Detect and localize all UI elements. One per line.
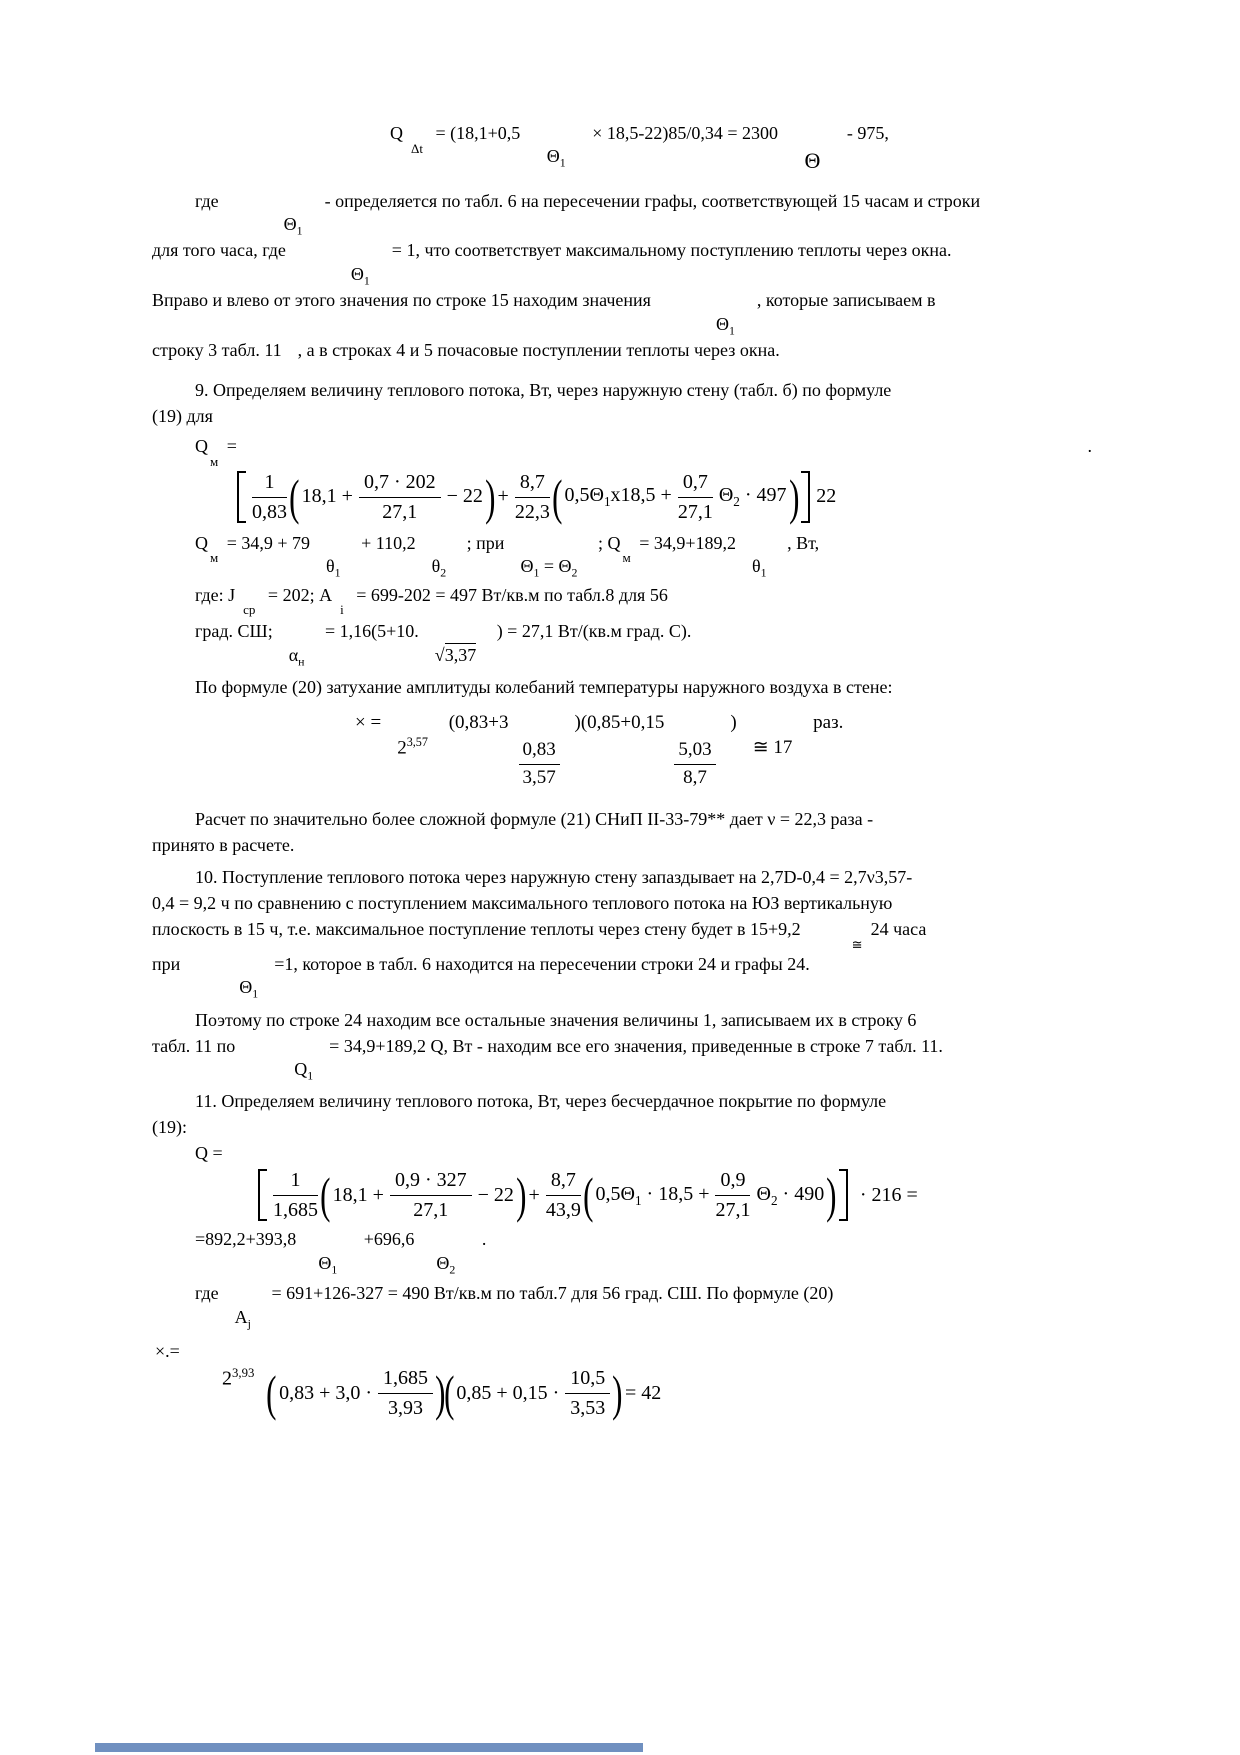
fraction [565, 1366, 610, 1420]
right-square-bracket [839, 1169, 848, 1221]
text-run: 0,5Θ [595, 1182, 635, 1205]
theta-glyph: θ [326, 556, 335, 577]
paragraph-wall-values-2 [195, 618, 1092, 668]
theta-2-symbol [432, 557, 447, 579]
text-run: )(0,85+0,15 [574, 712, 665, 734]
text-run: · 18,5 + [646, 1182, 710, 1205]
approx-symbol [809, 938, 863, 951]
text-run: строку 3 табл. 11 [152, 340, 282, 361]
big-right-paren: ) [485, 468, 496, 525]
big-right-paren: ) [788, 468, 800, 525]
power-term [222, 1366, 254, 1391]
denominator: 0,83 [252, 500, 287, 523]
numerator: 0,7 [678, 470, 713, 498]
theta-glyph: Θ [715, 313, 729, 334]
fraction [378, 1366, 433, 1420]
theta-term [564, 484, 671, 509]
q-symbol: ; Q [597, 532, 621, 553]
text-run: = (18,1+0,5 [435, 123, 521, 143]
text-run: 10. Поступление теплового потока через наружную стену запаздывает на 2,7D-0,4 = 2,7ν3,57- [195, 867, 913, 888]
fraction [519, 739, 560, 790]
theta-1-symbol [752, 557, 767, 579]
text-run: = 42 [624, 1381, 662, 1404]
fraction [359, 470, 441, 524]
theta-subscript: 1 [252, 986, 259, 1001]
theta-term [719, 484, 787, 509]
plus-sign: + [528, 1183, 540, 1206]
theta-glyph: Θ [546, 146, 560, 167]
fraction [674, 739, 715, 790]
text-run: (19): [152, 1117, 187, 1138]
end-period: . [481, 1229, 487, 1250]
text-run: (19) для [152, 406, 213, 427]
equation-attenuation2-header [155, 1338, 1092, 1364]
denominator: 27,1 [382, 500, 418, 523]
theta-subscript: 1 [331, 1262, 338, 1277]
text-run: 11. Определяем величину теплового потока, Вт, через бесчердачное покрытие по формуле [195, 1091, 887, 1112]
text-run: + 110,2 [361, 532, 416, 553]
theta-glyph: Θ [318, 1252, 332, 1273]
text-run: = 1,16(5+10. [325, 621, 419, 642]
theta-glyph: θ [752, 556, 761, 577]
text-run: Поэтому по строке 24 находим все остальные значения величины 1, записываем их в строку 6 [195, 1009, 917, 1030]
end-period: . [1087, 436, 1092, 457]
paragraph-wall-values-1 [195, 582, 1092, 617]
denominator: 27,1 [715, 1199, 751, 1222]
text-run: м [210, 550, 219, 566]
big-right-paren: ) [516, 1167, 527, 1224]
text-run: раз. [813, 712, 844, 734]
text-run: 0,83 + 3,0 · [279, 1381, 373, 1404]
text-run: Расчет по значительно более сложной формуле (21) СНиП II-33-79** дает ν = 22,3 раза - [195, 809, 874, 830]
text-run: ≅ [851, 936, 863, 952]
fraction [273, 1168, 318, 1222]
paragraph-item-9 [152, 377, 1092, 429]
text-run: 0,5Θ [564, 484, 604, 507]
q-symbol: Q [294, 1058, 308, 1079]
base: 2 [222, 1367, 232, 1390]
radicand: 3,37 [444, 644, 477, 665]
big-right-paren: ) [435, 1365, 446, 1422]
paragraph-item-11 [152, 1088, 1092, 1140]
denominator: 22,3 [514, 500, 550, 523]
text-run: × 18,5-22)85/0,34 = 2300 [592, 123, 779, 143]
left-square-bracket [237, 471, 246, 523]
paragraph-roof-values [195, 1280, 1092, 1330]
right-square-bracket [801, 471, 810, 523]
numerator: 8,7 [515, 470, 550, 498]
equation-row [222, 1366, 661, 1420]
text-run: = 1, что соответствует максимальному поступлению теплоты через окна. [391, 240, 952, 261]
big-left-paren: ( [320, 1167, 331, 1224]
q-symbol: Q [195, 436, 208, 457]
fraction [546, 1168, 581, 1222]
text-run: град. СШ; [195, 621, 273, 642]
text-run: 24 часа [870, 919, 927, 940]
power-term [397, 736, 428, 757]
q1-symbol [251, 1060, 313, 1082]
text-run: - определяется по табл. 6 на пересечении графы, соответствующей 15 часам и строки [324, 190, 981, 211]
m-subscript [210, 455, 218, 468]
qm-lhs [195, 433, 237, 468]
sr-subscript [243, 603, 255, 616]
text-run: 0,85 + 0,15 · [456, 1381, 560, 1404]
fraction [715, 1168, 750, 1222]
text-run: +696,6 [363, 1229, 415, 1250]
paragraph-formula-20 [152, 674, 1092, 700]
text-run: = 34,9+189,2 Q, Вт - находим все его значения, приведенные в строке 7 табл. 11. [329, 1035, 943, 1056]
big-left-paren: ( [551, 468, 563, 525]
numerator: 1,685 [378, 1366, 433, 1394]
numerator: 1 [252, 470, 287, 498]
text-run: 9. Определяем величину теплового потока, Вт, через наружную стену (табл. б) по формуле [195, 380, 892, 401]
a-glyph: А [234, 1306, 248, 1327]
text-run: Вправо и влево от этого значения по строке 15 находим значения [152, 290, 651, 311]
fraction [678, 470, 713, 524]
theta-1-symbol [318, 1254, 337, 1276]
left-square-bracket [258, 1169, 267, 1221]
theta-glyph: Θ [436, 1252, 450, 1273]
text-run: где: J [195, 584, 236, 605]
text-run: ; при [466, 532, 505, 553]
theta-glyph: Θ [520, 556, 534, 577]
equation-roof-flux [258, 1168, 1092, 1222]
q-subscript: 1 [307, 1068, 314, 1083]
equation-qm-header [195, 433, 1092, 468]
text-run: м [210, 453, 219, 469]
theta-1-symbol [241, 215, 303, 237]
big-left-paren: ( [266, 1365, 277, 1422]
square-root-term [435, 646, 476, 664]
numerator: 8,7 [546, 1168, 581, 1196]
theta-subscript: 1 [603, 494, 611, 510]
a-j-symbol [235, 1308, 251, 1330]
text-run: м [622, 550, 631, 566]
exponent: 3,57 [406, 734, 428, 749]
m-subscript [210, 551, 218, 564]
equation-window-heat [390, 120, 1092, 172]
text-run: = 699-202 = 497 Вт/кв.м по табл.8 для 56 [356, 584, 668, 605]
alpha-glyph: α [288, 644, 299, 665]
denominator: 3,93 [388, 1397, 424, 1420]
theta-subscript: 1 [634, 1192, 642, 1208]
text-run: , Вт, [787, 532, 820, 553]
text-run: табл. 11 по [152, 1035, 236, 1056]
numerator: 0,83 [519, 739, 560, 765]
m-subscript [622, 551, 630, 564]
denominator: 43,9 [545, 1199, 581, 1222]
base: 2 [397, 736, 407, 758]
text-run: 18,1 + [332, 1183, 384, 1206]
paragraph-poetomu [152, 1007, 1092, 1083]
text-run: ×.= [155, 1341, 180, 1362]
text-run: x18,5 + [610, 484, 672, 507]
text-run: = 691+126-327 = 490 Вт/кв.м по табл.7 для 56 град. СШ. По формуле (20) [271, 1283, 834, 1304]
text-run: ) = 27,1 Вт/(кв.м град. С). [496, 621, 692, 642]
theta-subscript: 1 [533, 565, 540, 580]
text-run: (0,83+3 [448, 712, 509, 734]
exponent: 3,93 [232, 1366, 255, 1381]
denominator: 1,685 [273, 1199, 318, 1222]
theta-1-symbol [308, 265, 370, 287]
text-run: · 216 = [859, 1183, 918, 1206]
text-run: где [195, 190, 219, 211]
theta-glyph: Θ [283, 213, 297, 234]
text-run: =892,2+393,8 [195, 1229, 297, 1250]
text-run: плоскость в 15 ч, т.е. максимальное поступление теплоты через стену будет в 15+9,2 [152, 919, 801, 940]
theta-symbol [804, 147, 821, 173]
denominator: 27,1 [677, 500, 713, 523]
text-run: = 202; А [267, 584, 333, 605]
equation-attenuation2 [222, 1366, 1092, 1420]
theta-1-symbol [547, 147, 566, 169]
a-subscript: j [247, 1316, 251, 1331]
equation-attenuation [355, 712, 1092, 790]
equation-wall-flux [237, 470, 1092, 524]
delta-t-subscript [411, 142, 423, 155]
text-run: = 34,9+189,2 [639, 532, 737, 553]
theta-term [595, 1183, 709, 1208]
numerator: 10,5 [565, 1366, 610, 1394]
text-run: i [340, 602, 344, 618]
equation-q-header [195, 1140, 1092, 1166]
theta-subscript: 2 [770, 1192, 778, 1208]
theta-term [756, 1183, 824, 1208]
numerator: 1 [273, 1168, 318, 1196]
equation-qm-expanded [195, 530, 1092, 580]
equals-sign: = [226, 436, 237, 457]
theta-glyph: Θ [804, 147, 821, 173]
table-top-edge-bar [95, 1743, 643, 1752]
plus-sign: + [497, 485, 509, 508]
text-run: · 497 [744, 484, 787, 507]
text-run: где [195, 1283, 219, 1304]
theta-subscript: 1 [334, 565, 341, 580]
theta-2-symbol [436, 1254, 455, 1276]
text-run: 22 [816, 485, 837, 508]
theta-glyph: Θ [756, 1182, 771, 1205]
theta-equality [520, 557, 577, 579]
text-run: для того часа, где [152, 240, 286, 261]
text-run: , а в строках 4 и 5 почасовые поступлении теплоты через окна. [297, 340, 780, 361]
denominator: 3,57 [522, 767, 556, 789]
big-right-paren: ) [826, 1167, 837, 1224]
theta-subscript: 1 [728, 323, 735, 338]
theta-glyph: Θ [239, 977, 253, 998]
theta-subscript: 2 [440, 565, 447, 580]
theta-subscript: 2 [449, 1262, 456, 1277]
q-symbol: Q [390, 123, 403, 143]
big-left-paren: ( [443, 1365, 455, 1422]
fraction [390, 1168, 472, 1222]
big-left-paren: ( [582, 1167, 594, 1224]
numerator: 0,9 [715, 1168, 750, 1196]
theta-subscript: 1 [559, 155, 566, 170]
text-run: - 975, [846, 123, 889, 143]
theta-1-symbol [673, 315, 735, 337]
alpha-subscript: н [298, 654, 305, 669]
text-run: 0,4 = 9,2 ч по сравнению с поступлением максимального теплового потока на ЮЗ вертикальную [152, 893, 893, 914]
theta-subscript: 1 [760, 565, 767, 580]
text-run: × = [355, 712, 382, 734]
q-symbol: Q [195, 532, 208, 553]
text-run: − 22 [446, 485, 483, 508]
text-run: = 34,9 + 79 [226, 532, 311, 553]
fraction [252, 470, 287, 524]
theta-subscript: 1 [363, 273, 370, 288]
i-subscript [340, 603, 344, 616]
alpha-n-symbol [289, 646, 305, 668]
numerator: 0,7 · 202 [359, 470, 441, 498]
theta-glyph: θ [431, 556, 441, 577]
text-run: =1, которое в табл. 6 находится на пересечении строки 24 и графы 24. [274, 953, 810, 974]
text-run: = Θ [543, 556, 572, 577]
denominator: 8,7 [683, 767, 707, 789]
text-run: ср [243, 602, 256, 618]
text-run: Δt [411, 140, 423, 156]
text-run: , которые записываем в [756, 290, 936, 311]
text-run: − 22 [477, 1183, 514, 1206]
text-run: ≅ 17 [752, 736, 793, 758]
text-run: По формуле (20) затухание амплитуды колебаний температуры наружного воздуха в стене: [195, 677, 893, 698]
theta-subscript: 1 [296, 223, 303, 238]
text-run: · 490 [782, 1182, 825, 1205]
theta-subscript: 2 [733, 494, 740, 510]
numerator: 5,03 [674, 739, 715, 765]
equation-row [258, 1168, 918, 1222]
text-run: принято в расчете. [152, 835, 295, 856]
theta-glyph: Θ [718, 484, 734, 507]
approx-17 [753, 738, 793, 757]
equation-roof-expanded [195, 1226, 1092, 1276]
equation-row [237, 470, 836, 524]
theta-1-symbol [196, 978, 258, 1000]
theta-subscript: 2 [571, 565, 578, 580]
theta-glyph: Θ [350, 263, 364, 284]
numerator: 0,9 · 327 [390, 1168, 472, 1196]
text-run: Q = [195, 1143, 223, 1164]
denominator: 3,53 [570, 1397, 606, 1420]
theta-1-symbol [326, 557, 341, 579]
big-left-paren: ( [289, 468, 300, 525]
denominator: 27,1 [413, 1199, 449, 1222]
big-right-paren: ) [612, 1365, 623, 1422]
paragraph-snip [152, 806, 1092, 858]
text-run: при [152, 953, 181, 974]
text-run: ) [730, 712, 737, 734]
paragraph-item-10 [152, 864, 1092, 1001]
text-run: 18,1 + [301, 485, 353, 508]
fraction [515, 470, 550, 524]
paragraph-theta-definition [152, 188, 1092, 364]
radical-sign: √ [434, 644, 445, 665]
